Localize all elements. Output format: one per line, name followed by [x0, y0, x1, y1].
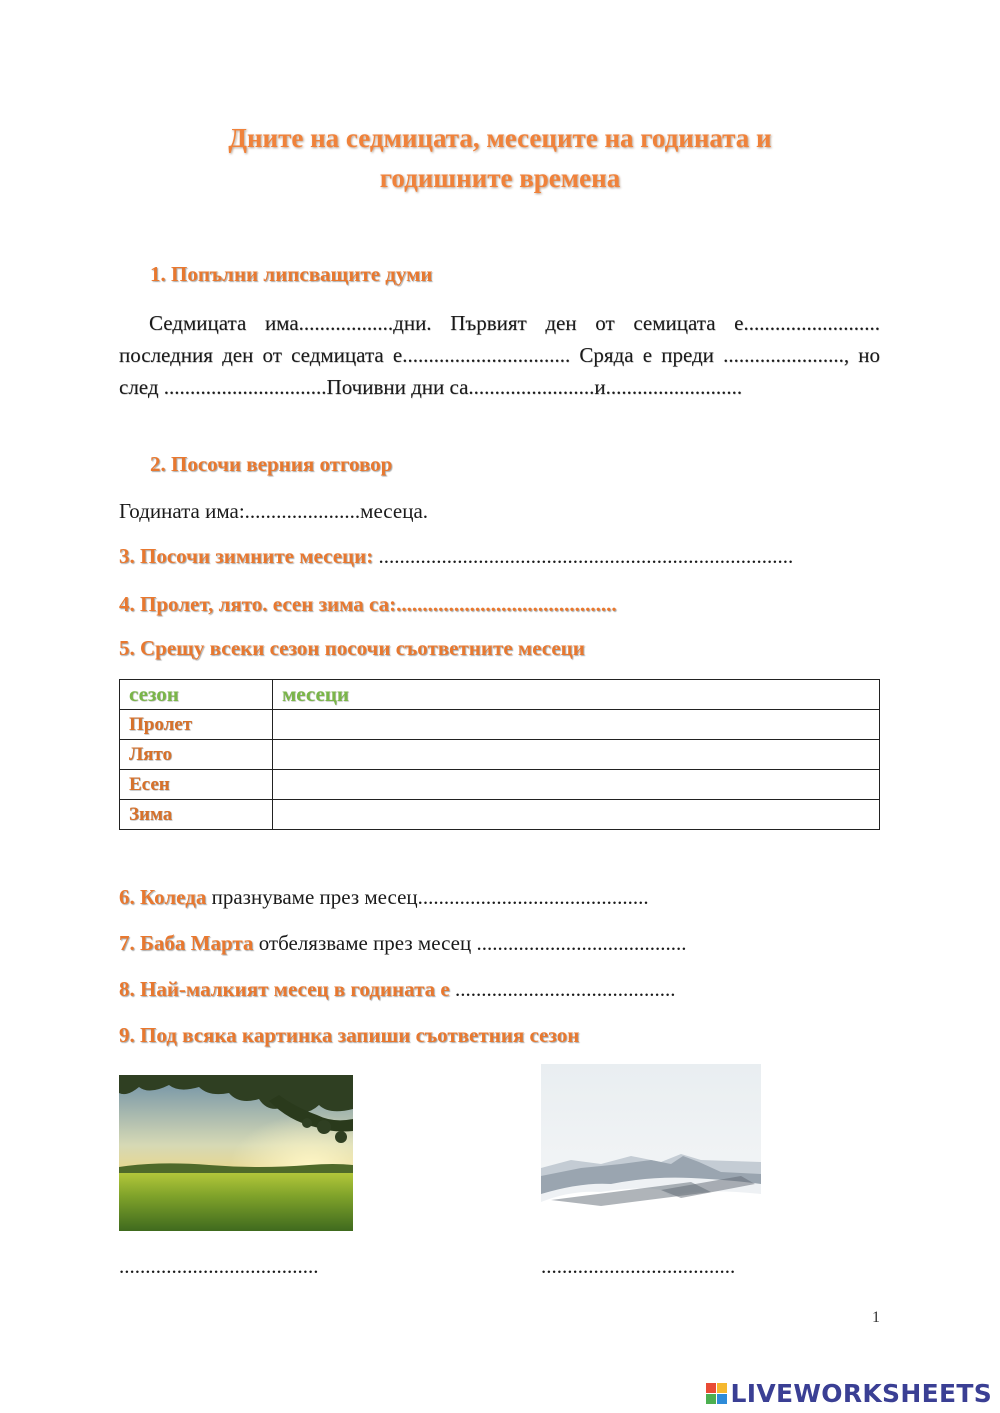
q6-answer[interactable]: празнуваме през месец............................................ — [206, 885, 649, 909]
q4-line — [119, 590, 617, 618]
logo-square — [717, 1394, 727, 1404]
table-row — [120, 770, 880, 800]
season-label: Зима — [120, 800, 273, 830]
liveworksheets-logo[interactable] — [706, 1377, 992, 1409]
season-label: Есен — [120, 770, 273, 800]
table-header-months: месеци — [273, 680, 880, 710]
logo-square — [706, 1394, 716, 1404]
winter-mountain-image — [541, 1064, 761, 1230]
q4-blank[interactable]: .......................................... — [396, 592, 617, 616]
q1-paragraph: Седмицата има..................дни. Първият ден от семицата е.......................... последния ден от седмицата е................................ Сряда е преди ......................., но след ...............................Почивни дни са........................и.......................... — [119, 311, 880, 399]
months-answer-cell[interactable] — [273, 800, 880, 830]
page-number: 1 — [872, 1309, 880, 1326]
q6-line — [119, 883, 649, 911]
q4-label: 4. Пролет, лято. есен зима са: — [119, 592, 397, 616]
liveworksheets-logo-text: LIVEWORKSHEETS — [730, 1378, 992, 1408]
q6-label: 6. Коледа — [119, 885, 207, 909]
table-row — [120, 740, 880, 770]
months-answer-cell[interactable] — [273, 710, 880, 740]
season-months-table — [119, 679, 880, 830]
months-answer-cell[interactable] — [273, 740, 880, 770]
q9-answer-left[interactable]: ...................................... — [119, 1254, 319, 1278]
season-label: Пролет — [120, 710, 273, 740]
logo-square — [717, 1383, 727, 1393]
season-label: Лято — [120, 740, 273, 770]
q2-heading: 2. Посочи верния отговор — [150, 452, 393, 476]
q9-answer-right[interactable]: ..................................... — [541, 1254, 736, 1278]
table-header-row — [120, 680, 880, 710]
q3-line — [119, 542, 793, 570]
summer-meadow-image — [119, 1075, 353, 1231]
q3-label: 3. Посочи зимните месеци: — [119, 544, 374, 568]
q9-heading: 9. Под всяка картинка запиши съответния сезон — [119, 1023, 580, 1047]
table-row — [120, 710, 880, 740]
q2-text: Годината има:......................месеца. — [119, 499, 429, 523]
q8-label: 8. Най-малкият месец в годината е — [119, 977, 450, 1001]
q7-line — [119, 929, 686, 957]
months-answer-cell[interactable] — [273, 770, 880, 800]
q8-answer[interactable]: .......................................... — [449, 977, 676, 1001]
q1-heading: 1. Попълни липсващите думи — [150, 262, 433, 286]
logo-square — [706, 1383, 716, 1393]
q8-line — [119, 975, 675, 1003]
q3-blank[interactable]: ............................................................................... — [373, 544, 794, 568]
page-title: Дните на седмицата, месеците на годината и годишните времена — [228, 123, 772, 193]
q7-label: 7. Баба Марта — [119, 931, 254, 955]
q5-heading: 5. Срещу всеки сезон посочи съответните месеци — [119, 636, 585, 660]
liveworksheets-logo-icon — [706, 1383, 727, 1404]
table-header-season: сезон — [120, 680, 273, 710]
table-row — [120, 800, 880, 830]
q7-answer[interactable]: отбелязваме през месец ........................................ — [253, 931, 687, 955]
